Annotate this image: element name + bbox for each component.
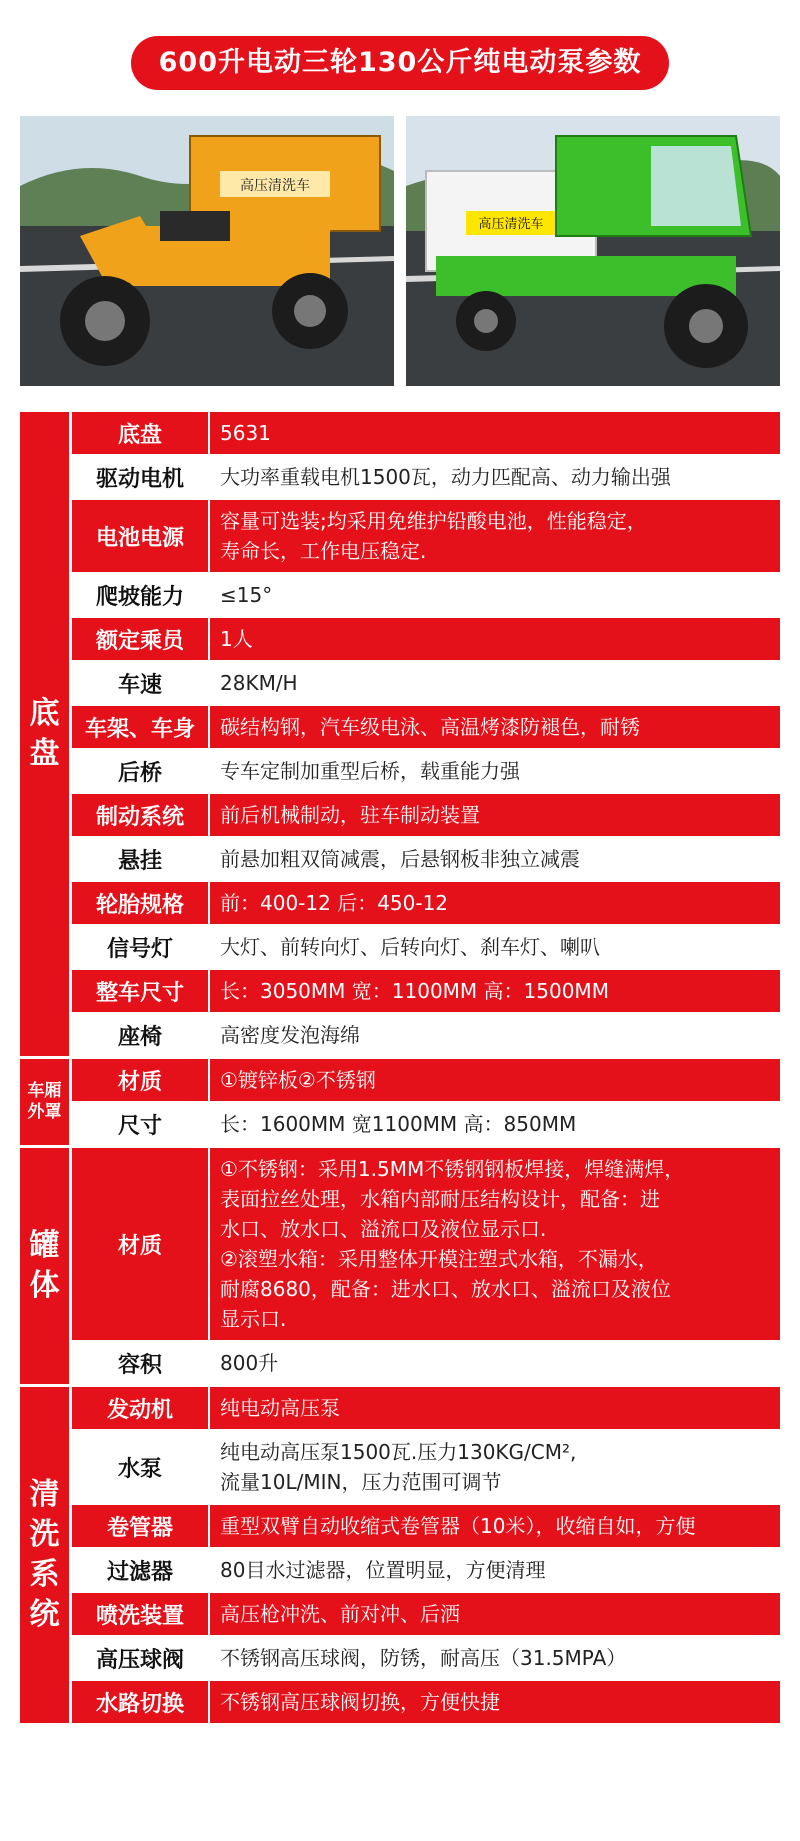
spec-row-name: 水路切换 [72, 1681, 210, 1723]
spec-row [72, 1593, 780, 1637]
photo-sign-right: 高压清洗车 [478, 217, 544, 232]
photo-sign-left: 高压清洗车 [240, 178, 310, 194]
spec-row-name: 发动机 [72, 1387, 210, 1429]
spec-row-value: 800升 [220, 1351, 279, 1375]
spec-row-value: ①镀锌板②不锈钢 [220, 1068, 376, 1092]
spec-row-value: 重型双臂自动收缩式卷管器（10米），收缩自如，方便 [220, 1514, 696, 1538]
spec-row-value: 长：1600MM 宽1100MM 高：850MM [220, 1112, 577, 1136]
spec-row-value: 大灯、前转向灯、后转向灯、刹车灯、喇叭 [220, 935, 600, 959]
spec-row-name: 车架、车身 [72, 706, 210, 748]
spec-row-value: 纯电动高压泵1500瓦.压力130KG/CM², 流量10L/MIN，压力范围可调节 [220, 1440, 577, 1494]
spec-row-name: 过滤器 [72, 1549, 210, 1591]
spec-row [72, 1387, 780, 1431]
spec-row [72, 1431, 780, 1505]
spec-row [72, 662, 780, 706]
spec-row-name: 容积 [72, 1342, 210, 1384]
spec-section [20, 1148, 780, 1387]
section-label-text: 清洗系统 [29, 1477, 60, 1632]
spec-row-name: 整车尺寸 [72, 970, 210, 1012]
section-label [20, 1387, 72, 1723]
spec-row [72, 1549, 780, 1593]
spec-row-name: 喷洗装置 [72, 1593, 210, 1635]
spec-row [72, 794, 780, 838]
spec-row [72, 412, 780, 456]
spec-row-value: 不锈钢高压球阀切换，方便快捷 [220, 1690, 500, 1714]
spec-row-name: 爬坡能力 [72, 574, 210, 616]
section-label-text: 罐体 [29, 1228, 60, 1303]
section-rows [72, 412, 780, 1056]
section-label [20, 1059, 72, 1145]
spec-row-value: 长：3050MM 宽：1100MM 高：1500MM [220, 979, 609, 1003]
spec-section [20, 412, 780, 1059]
spec-row-value: 28KM/H [220, 671, 298, 695]
spec-row-name: 尺寸 [72, 1103, 210, 1145]
spec-row-name: 轮胎规格 [72, 882, 210, 924]
product-photo-yellow [20, 116, 394, 386]
spec-row [72, 1681, 780, 1723]
page-title: 600升电动三轮130公斤纯电动泵参数 [131, 36, 670, 90]
spec-row [72, 618, 780, 662]
spec-row-name: 悬挂 [72, 838, 210, 880]
product-photos [20, 116, 780, 386]
spec-row-name: 电池电源 [72, 500, 210, 572]
spec-row-value: 前后机械制动，驻车制动装置 [220, 803, 480, 827]
spec-row-value: 专车定制加重型后桥，载重能力强 [220, 759, 520, 783]
spec-row-name: 高压球阀 [72, 1637, 210, 1679]
spec-section [20, 1387, 780, 1726]
spec-row-name: 底盘 [72, 412, 210, 454]
spec-row-name: 后桥 [72, 750, 210, 792]
spec-row-value: 纯电动高压泵 [220, 1396, 340, 1420]
spec-row [72, 574, 780, 618]
section-rows [72, 1059, 780, 1145]
spec-row [72, 1014, 780, 1056]
spec-row-value: 前：400-12 后：450-12 [220, 891, 449, 915]
spec-row-name: 制动系统 [72, 794, 210, 836]
spec-row-name: 座椅 [72, 1014, 210, 1056]
spec-row-name: 驱动电机 [72, 456, 210, 498]
spec-row [72, 882, 780, 926]
section-rows [72, 1387, 780, 1723]
spec-row [72, 1342, 780, 1384]
spec-row [72, 1103, 780, 1145]
spec-section [20, 1059, 780, 1148]
spec-row [72, 500, 780, 574]
spec-row-value: 容量可选装;均采用免维护铅酸电池，性能稳定， 寿命长，工作电压稳定. [220, 509, 647, 563]
spec-row-value: 碳结构钢，汽车级电泳、高温烤漆防褪色，耐锈 [220, 715, 640, 739]
title-banner [0, 36, 800, 90]
spec-row [72, 926, 780, 970]
spec-row-value: ≤15° [220, 583, 273, 607]
section-label-text: 车厢外罩 [27, 1081, 62, 1122]
section-label-text: 底盘 [29, 696, 60, 771]
spec-row-name: 材质 [72, 1148, 210, 1340]
spec-row-name: 材质 [72, 1059, 210, 1101]
spec-row [72, 1148, 780, 1342]
section-rows [72, 1148, 780, 1384]
spec-row-name: 额定乘员 [72, 618, 210, 660]
spec-row-value: 高压枪冲洗、前对冲、后洒 [220, 1602, 460, 1626]
spec-row-value: 1人 [220, 627, 253, 651]
section-label [20, 412, 72, 1056]
spec-row [72, 970, 780, 1014]
spec-row [72, 1505, 780, 1549]
spec-row-name: 卷管器 [72, 1505, 210, 1547]
spec-row-value: 80目水过滤器，位置明显，方便清理 [220, 1558, 546, 1582]
spec-row-name: 水泵 [72, 1431, 210, 1503]
spec-row-value: ①不锈钢：采用1.5MM不锈钢钢板焊接，焊缝满焊， 表面拉丝处理，水箱内部耐压结构设计，配备：进 水口、放水口、溢流口及液位显示口. ②滚塑水箱：采用整体开模注塑式水箱，不漏水， 耐腐8680，配备：进水口、放水口、溢流口及液位 显示口. [220, 1157, 685, 1331]
spec-row [72, 750, 780, 794]
spec-row [72, 1637, 780, 1681]
spec-row-value: 5631 [220, 421, 271, 445]
section-label [20, 1148, 72, 1384]
spec-row [72, 456, 780, 500]
spec-row-value: 大功率重载电机1500瓦，动力匹配高、动力输出强 [220, 465, 671, 489]
spec-row-value: 不锈钢高压球阀，防锈，耐高压（31.5MPA） [220, 1646, 627, 1670]
spec-row [72, 838, 780, 882]
spec-table [20, 412, 780, 1726]
spec-row-name: 信号灯 [72, 926, 210, 968]
spec-row-value: 前悬加粗双筒减震，后悬钢板非独立减震 [220, 847, 580, 871]
spec-row-name: 车速 [72, 662, 210, 704]
spec-row-value: 高密度发泡海绵 [220, 1023, 360, 1047]
product-photo-green [406, 116, 780, 386]
spec-row [72, 706, 780, 750]
spec-row [72, 1059, 780, 1103]
